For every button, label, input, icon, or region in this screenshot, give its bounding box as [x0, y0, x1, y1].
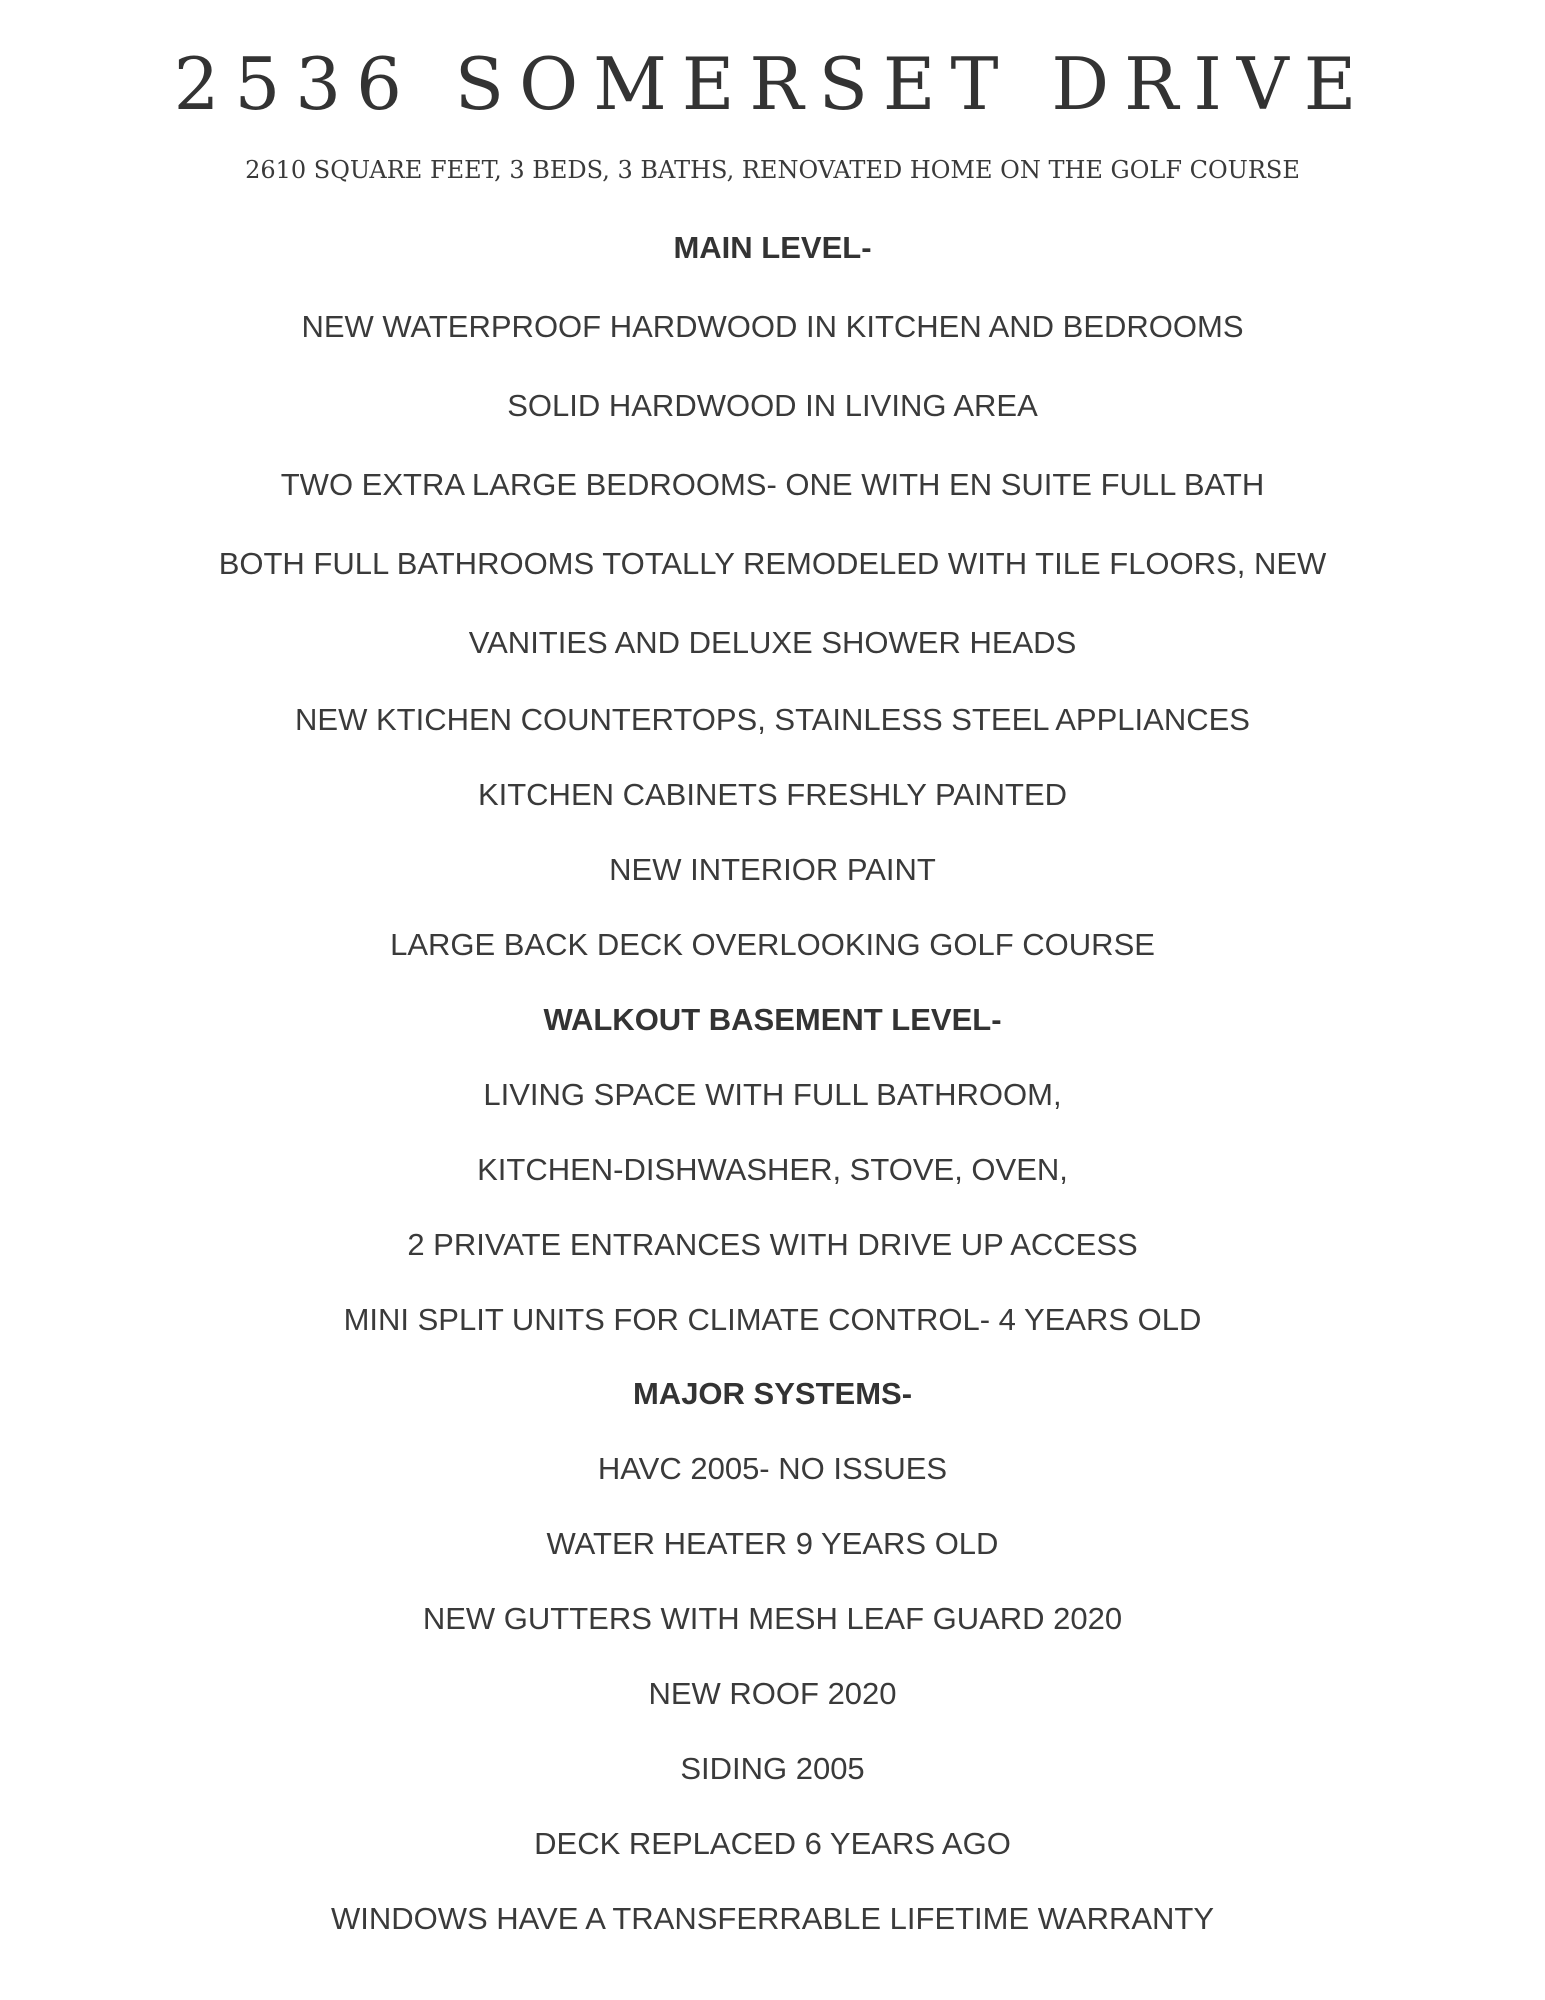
feature-line: SOLID HARDWOOD IN LIVING AREA	[507, 388, 1038, 423]
feature-line: TWO EXTRA LARGE BEDROOMS- ONE WITH EN SUITE FULL BATH	[280, 467, 1265, 502]
feature-line: LIVING SPACE WITH FULL BATHROOM,	[483, 1077, 1062, 1112]
feature-line: DECK REPLACED 6 YEARS AGO	[534, 1826, 1011, 1861]
feature-line: KITCHEN-DISHWASHER, STOVE, OVEN,	[477, 1152, 1068, 1187]
section-heading: MAIN LEVEL-	[673, 230, 872, 265]
feature-line: SIDING 2005	[680, 1751, 865, 1786]
feature-line: NEW KTICHEN COUNTERTOPS, STAINLESS STEEL APPLIANCES	[295, 702, 1250, 737]
feature-line: 2 PRIVATE ENTRANCES WITH DRIVE UP ACCESS	[407, 1227, 1138, 1262]
feature-line: BOTH FULL BATHROOMS TOTALLY REMODELED WITH TILE FLOORS, NEW	[218, 546, 1327, 581]
feature-line: HAVC 2005- NO ISSUES	[597, 1451, 948, 1486]
feature-line: MINI SPLIT UNITS FOR CLIMATE CONTROL- 4 YEARS OLD	[343, 1302, 1202, 1337]
feature-line: WINDOWS HAVE A TRANSFERRABLE LIFETIME WARRANTY	[330, 1901, 1215, 1936]
property-title: 2536 SOMERSET DRIVE	[173, 42, 1372, 126]
property-subtitle: 2610 SQUARE FEET, 3 BEDS, 3 BATHS, RENOVATED HOME ON THE GOLF COURSE	[245, 156, 1300, 184]
feature-line: KITCHEN CABINETS FRESHLY PAINTED	[477, 777, 1068, 812]
section-heading: WALKOUT BASEMENT LEVEL-	[543, 1002, 1002, 1037]
feature-line: NEW ROOF 2020	[648, 1676, 897, 1711]
feature-line: LARGE BACK DECK OVERLOOKING GOLF COURSE	[390, 927, 1155, 962]
feature-line: WATER HEATER 9 YEARS OLD	[546, 1526, 999, 1561]
feature-line: NEW GUTTERS WITH MESH LEAF GUARD 2020	[422, 1601, 1123, 1636]
feature-line: VANITIES AND DELUXE SHOWER HEADS	[468, 625, 1077, 660]
section-heading: MAJOR SYSTEMS-	[632, 1376, 913, 1411]
feature-line: NEW WATERPROOF HARDWOOD IN KITCHEN AND BEDROOMS	[301, 309, 1244, 344]
feature-line: NEW INTERIOR PAINT	[609, 852, 936, 887]
